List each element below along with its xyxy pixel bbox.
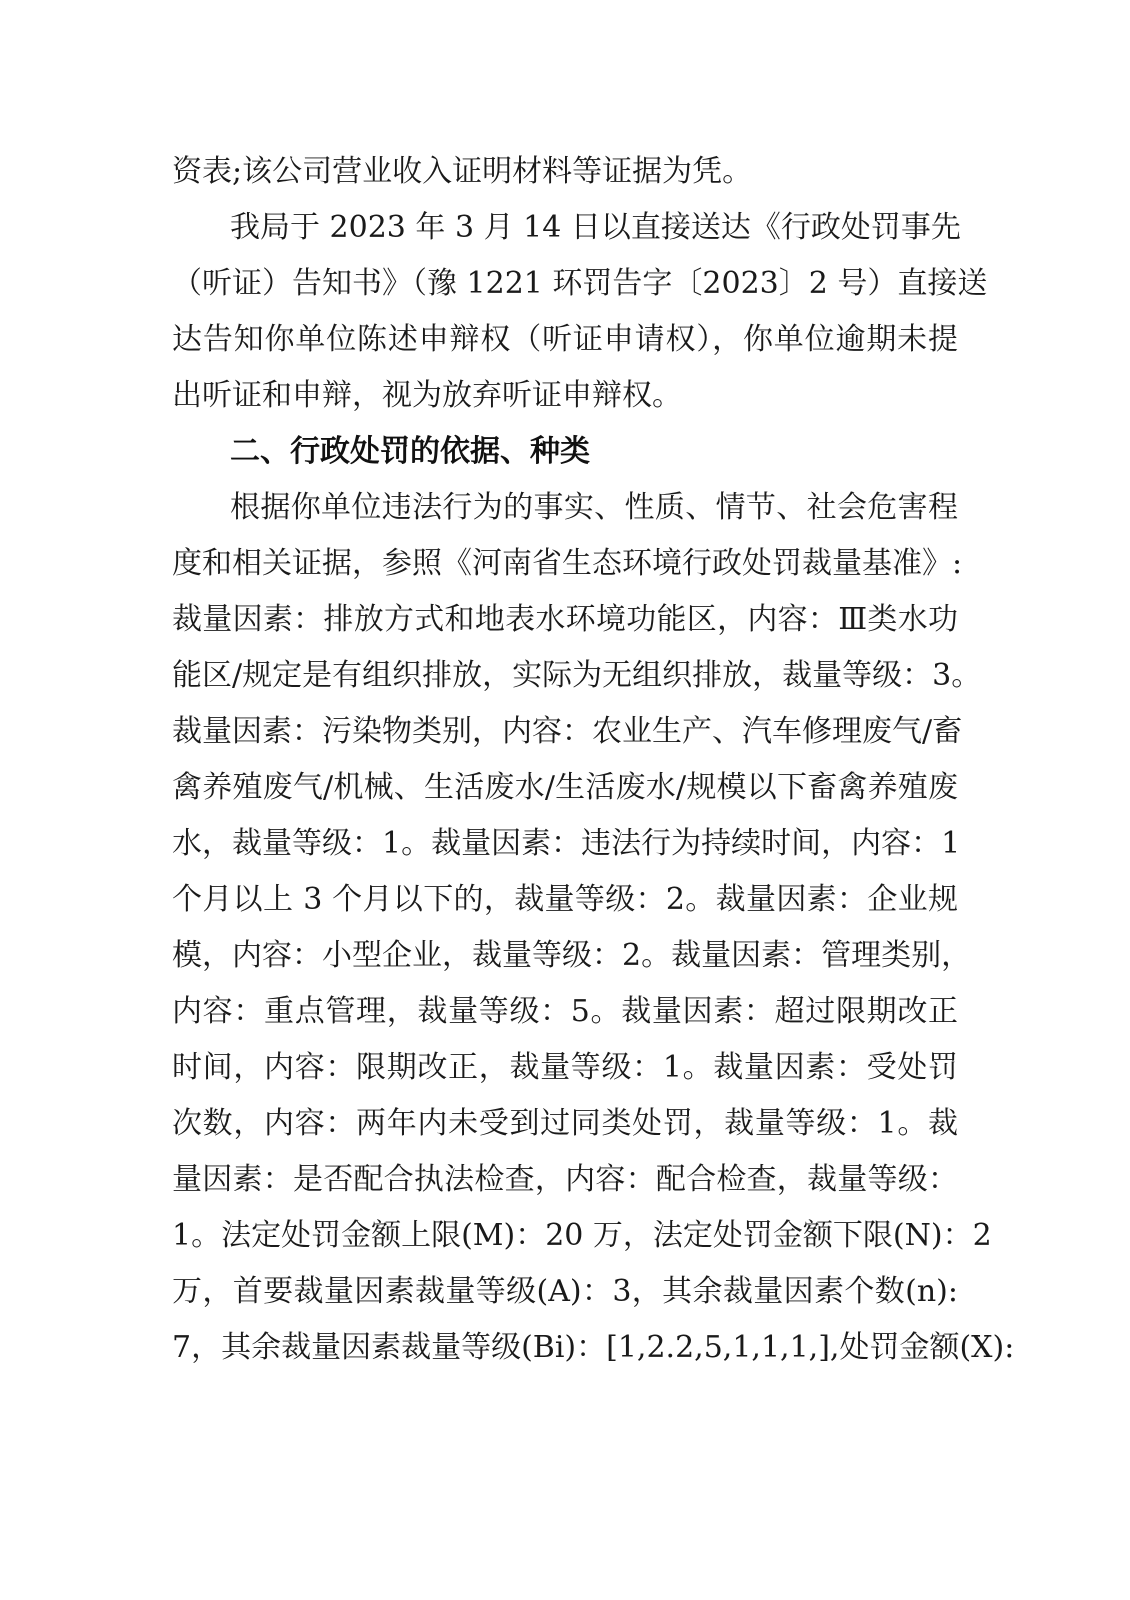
- body-text-line: 模，内容：小型企业，裁量等级：2。裁量因素：管理类别，: [172, 938, 972, 973]
- body-text-line: 个月以上 3 个月以下的，裁量等级：2。裁量因素：企业规: [172, 882, 958, 917]
- body-text-line: 1。法定处罚金额上限(M)：20 万，法定处罚金额下限(N)：2: [172, 1218, 992, 1253]
- body-text-line: 裁量因素：排放方式和地表水环境功能区，内容：Ⅲ类水功: [172, 602, 958, 637]
- body-text-line: 达告知你单位陈述申辩权（听证申请权），你单位逾期未提: [172, 322, 958, 357]
- body-text-line: 万，首要裁量因素裁量等级(A)：3，其余裁量因素个数(n):: [172, 1274, 958, 1309]
- body-text-line: 量因素：是否配合执法检查，内容：配合检查，裁量等级：: [172, 1162, 958, 1197]
- body-text-line: 时间，内容：限期改正，裁量等级：1。裁量因素：受处罚: [172, 1050, 958, 1085]
- body-text-line: 7，其余裁量因素裁量等级(Bi)：[1,2.2,5,1,1,1,],处罚金额(X):: [172, 1330, 1015, 1365]
- body-text-line: 禽养殖废气/机械、生活废水/生活废水/规模以下畜禽养殖废: [172, 770, 958, 805]
- body-text-line: 资表;该公司营业收入证明材料等证据为凭。: [172, 154, 753, 189]
- body-text-line: 水，裁量等级：1。裁量因素：违法行为持续时间，内容：1: [172, 826, 961, 861]
- body-text-line: 内容：重点管理，裁量等级：5。裁量因素：超过限期改正: [172, 994, 958, 1029]
- section-heading: 二、行政处罚的依据、种类: [230, 434, 590, 469]
- body-text-line: 根据你单位违法行为的事实、性质、情节、社会危害程: [230, 490, 958, 525]
- body-text-line: 出听证和申辩，视为放弃听证申辩权。: [172, 378, 682, 413]
- body-text-line: 裁量因素：污染物类别，内容：农业生产、汽车修理废气/畜: [172, 714, 963, 749]
- body-text-line: 度和相关证据，参照《河南省生态环境行政处罚裁量基准》:: [172, 546, 963, 581]
- body-text-line: 能区/规定是有组织排放，实际为无组织排放，裁量等级：3。: [172, 658, 982, 693]
- body-text-line: 次数，内容：两年内未受到过同类处罚，裁量等级：1。裁: [172, 1106, 958, 1141]
- body-text-line: （听证）告知书》（豫 1221 环罚告字〔2023〕2 号）直接送: [172, 266, 988, 301]
- body-text-line: 我局于 2023 年 3 月 14 日以直接送达《行政处罚事先: [230, 210, 961, 245]
